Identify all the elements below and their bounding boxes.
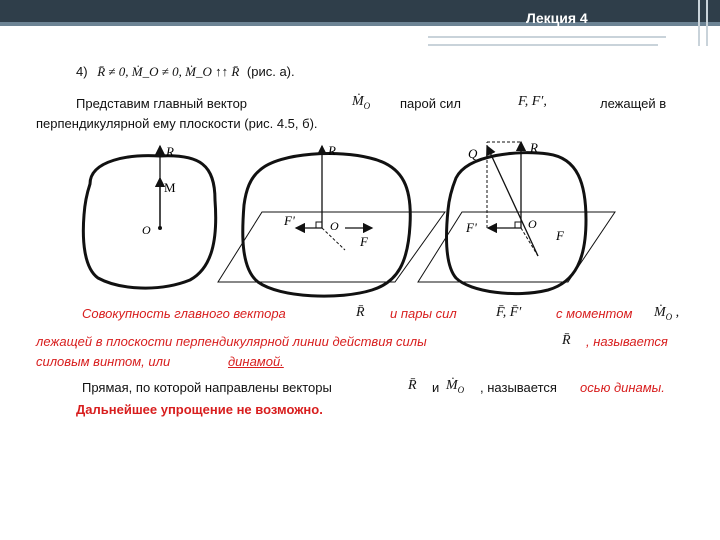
panel-3 [418, 140, 615, 294]
conclusion: Дальнейшее упрощение не возможно. [76, 402, 323, 417]
intro-line1-b: парой сил [400, 96, 461, 111]
moment-symbol: Ṁ$_O$ [352, 94, 371, 111]
panel-2 [218, 143, 445, 296]
symbol-R: R̄ [356, 305, 365, 320]
intro-line1-a: Представим главный вектор [76, 96, 248, 111]
forces-symbol: F, F′, [518, 94, 547, 109]
intro-line2: перпендикулярной ему плоскости (рис. 4.5, б). [36, 116, 318, 131]
label-R: R [530, 140, 538, 155]
symbol-M: Ṁ$_O$ [446, 378, 465, 395]
symbol-M: Ṁ$_O$ , [654, 305, 680, 322]
axis-text-c: , называется [480, 380, 557, 395]
label-O: O [142, 223, 151, 237]
slide-title: Лекция 4 [526, 10, 588, 26]
axis-text-b: и [432, 380, 440, 395]
definition-line2-a: лежащей в плоскости перпендикулярной линии действия силы [36, 334, 427, 349]
definition-line3-b: динамой. [228, 354, 284, 369]
label-F-prime: F' [284, 213, 295, 228]
definition-line1-c: с моментом [556, 306, 633, 321]
label-M: M [164, 180, 176, 195]
panel-1 [83, 144, 215, 288]
case-formula: R̄ ≠ 0, Ṁ_O ≠ 0, Ṁ_O ↑↑ R̄ [97, 64, 240, 79]
case-ref: (рис. а). [246, 64, 295, 79]
vector-Q [487, 146, 538, 256]
definition-line1-a: Совокупность главного вектора [82, 306, 286, 321]
symbol-R: R̄ [408, 378, 417, 393]
case-number: 4) [76, 64, 88, 79]
definition-line3-a: силовым винтом, или [36, 354, 171, 369]
definition-line1-b: и пары сил [390, 306, 457, 321]
axis-text-d: осью динамы. [580, 380, 665, 395]
body-outline [83, 156, 215, 288]
label-O: O [330, 219, 339, 233]
definition-line2-b: , называется [586, 334, 668, 349]
arm-line [521, 228, 538, 256]
body-outline [243, 154, 411, 297]
label-F: F [556, 228, 564, 243]
label-F-prime: F' [466, 220, 477, 235]
label-O: O [528, 217, 537, 231]
intro-line1-c: лежащей в [600, 96, 667, 111]
symbol-R: R̄ [562, 333, 571, 348]
label-R: R [166, 144, 174, 159]
point-O [158, 226, 162, 230]
label-F: F [360, 234, 368, 249]
label-Q: Q [468, 146, 478, 161]
axis-text-a: Прямая, по которой направлены векторы [82, 380, 332, 395]
symbol-F: F̄, F̄′ [496, 305, 522, 320]
label-R: R [328, 143, 336, 158]
